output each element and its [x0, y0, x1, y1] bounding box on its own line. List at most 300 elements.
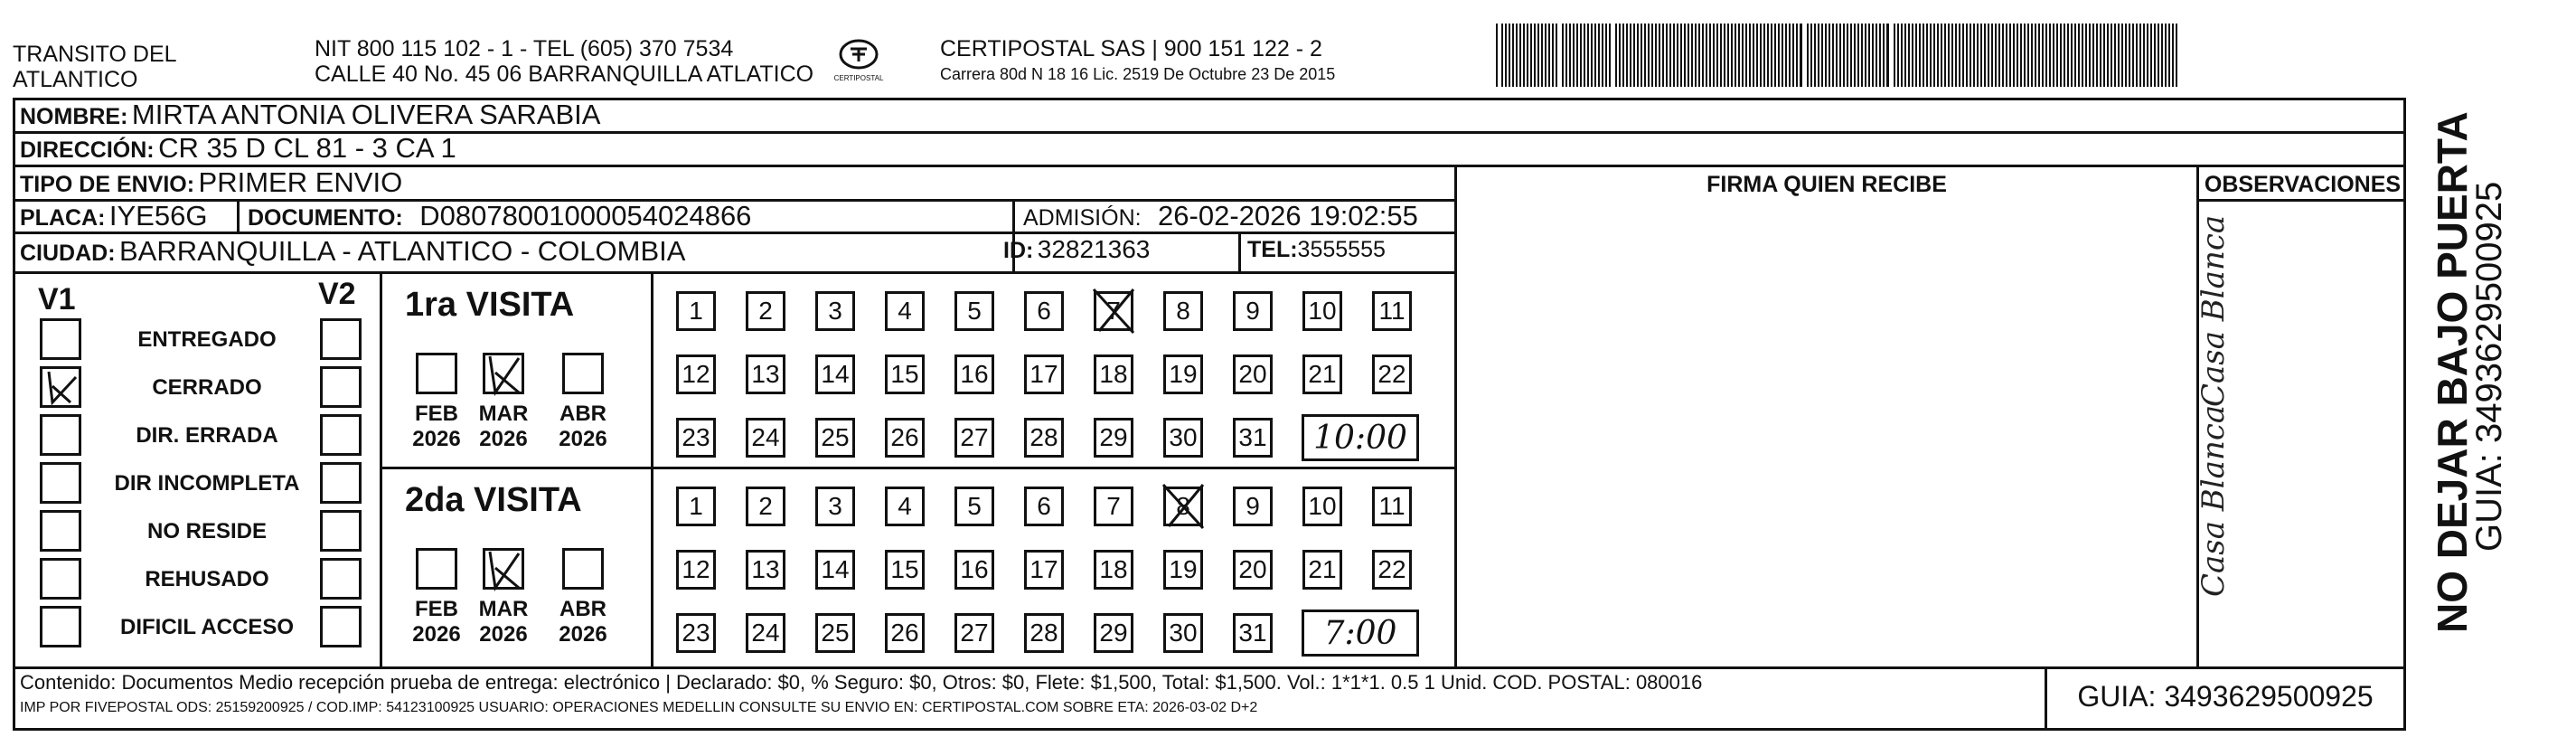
day-cell[interactable]: 15 — [885, 354, 925, 394]
v2-checkbox[interactable] — [320, 510, 362, 552]
month-year: 2026 — [479, 427, 528, 451]
barcode-bar — [2147, 24, 2148, 87]
day-cell[interactable]: 18 — [1094, 550, 1133, 590]
barcode-bar — [1912, 24, 1913, 87]
side-banner — [2413, 98, 2558, 731]
placa-value: IYE56G — [108, 200, 208, 232]
barcode-bar — [1659, 24, 1660, 87]
barcode-bar — [2067, 24, 2069, 87]
barcode-bar — [2154, 24, 2156, 87]
barcode-bar — [2017, 24, 2018, 87]
barcode-bar — [1569, 24, 1571, 87]
barcode-bar — [1562, 24, 1564, 87]
day-cell[interactable]: 24 — [746, 418, 785, 458]
admision-value: 26-02-2026 19:02:55 — [1158, 200, 1418, 232]
barcode-bar — [2132, 24, 2134, 87]
barcode-bar — [1622, 24, 1624, 87]
month-checkbox[interactable] — [562, 548, 604, 590]
company-name — [13, 42, 177, 92]
barcode-bar — [1598, 24, 1600, 87]
v2-checkbox[interactable] — [320, 558, 362, 600]
barcode-bar — [2114, 24, 2116, 87]
barcode-bar — [1970, 24, 1971, 87]
day-cell[interactable]: 23 — [676, 418, 716, 458]
day-cell[interactable]: 30 — [1163, 613, 1203, 653]
day-cell[interactable]: 17 — [1024, 550, 1064, 590]
barcode-bar — [1904, 24, 1906, 87]
barcode-bar — [1984, 24, 1986, 87]
barcode-bar — [1731, 24, 1733, 87]
barcode-bar — [1901, 24, 1903, 87]
barcode-bar — [2085, 24, 2087, 87]
month-label — [472, 402, 535, 452]
barcode-bar — [1496, 24, 1498, 87]
barcode-bar — [2042, 24, 2044, 87]
barcode-bar — [1605, 24, 1607, 87]
day-cell[interactable]: 22 — [1372, 550, 1412, 590]
tipo-row — [20, 166, 402, 199]
barcode-bar — [1977, 24, 1979, 87]
barcode-bar — [1825, 24, 1827, 87]
barcode-bar — [1576, 24, 1578, 87]
barcode-bar — [1501, 24, 1503, 87]
barcode-bar — [1519, 24, 1521, 87]
day-cell[interactable]: 6 — [1024, 291, 1064, 331]
day-cell[interactable]: 28 — [1024, 418, 1064, 458]
day-cell[interactable]: 10 — [1302, 487, 1342, 526]
barcode-bar — [1926, 24, 1928, 87]
barcode-bar — [2024, 24, 2026, 87]
barcode-bar — [1865, 24, 1866, 87]
barcode-bar — [1516, 24, 1518, 87]
barcode-bar — [2096, 24, 2098, 87]
barcode-bar — [2107, 24, 2109, 87]
barcode-bar — [1509, 24, 1510, 87]
day-cell[interactable]: 9 — [1233, 487, 1273, 526]
id-label: ID: — [1003, 238, 1034, 263]
tipo-value: PRIMER ENVIO — [198, 166, 403, 198]
barcode-bar — [1810, 24, 1812, 87]
day-cell[interactable]: 11 — [1372, 291, 1412, 331]
month-label — [551, 402, 615, 452]
barcode-bar — [2139, 24, 2141, 87]
month-year: 2026 — [479, 622, 528, 647]
barcode-bar — [1641, 24, 1642, 87]
barcode-bar — [1756, 24, 1758, 87]
barcode-bar — [1998, 24, 2000, 87]
barcode-bar — [1814, 24, 1816, 87]
day-cell[interactable]: 30 — [1163, 418, 1203, 458]
barcode-bar — [1785, 24, 1787, 87]
month-checkbox[interactable] — [562, 353, 604, 394]
day-cell[interactable]: 20 — [1233, 354, 1273, 394]
barcode-bar — [1633, 24, 1635, 87]
barcode-bar — [1573, 24, 1575, 87]
barcode-bar — [2158, 24, 2159, 87]
barcode-bar — [1545, 24, 1547, 87]
day-cell[interactable]: 4 — [885, 487, 925, 526]
placa-row — [20, 200, 207, 232]
barcode-bar — [1767, 24, 1769, 87]
barcode-bar — [1818, 24, 1819, 87]
barcode-bar — [2125, 24, 2127, 87]
barcode-bar — [1630, 24, 1631, 87]
barcode-bar — [1753, 24, 1754, 87]
firma-label: FIRMA QUIEN RECIBE — [1706, 172, 1947, 197]
license-line: Carrera 80d N 18 16 Lic. 2519 De Octubre 23 De 2015 — [940, 65, 1336, 83]
address-line: CALLE 40 No. 45 06 BARRANQUILLA ATLATICO — [315, 61, 814, 87]
nombre-row — [20, 99, 600, 131]
barcode-bar — [2129, 24, 2130, 87]
v2-checkbox[interactable] — [320, 462, 362, 504]
barcode-bar — [1897, 24, 1899, 87]
barcode-bar — [1789, 24, 1791, 87]
side-guia: GUIA: 3493629500925 — [2469, 181, 2509, 552]
barcode-bar — [1548, 24, 1550, 87]
day-cell[interactable]: 12 — [676, 354, 716, 394]
barcode-bar — [1955, 24, 1957, 87]
barcode-bar — [1626, 24, 1628, 87]
day-cell[interactable]: 3 — [815, 291, 855, 331]
day-cell[interactable]: 19 — [1163, 354, 1203, 394]
barcode-bar — [1782, 24, 1783, 87]
barcode-bar — [1648, 24, 1650, 87]
v1-checkbox[interactable] — [40, 318, 81, 360]
barcode-bar — [1512, 24, 1514, 87]
day-cell[interactable]: 2 — [746, 291, 785, 331]
month-name: MAR — [478, 597, 529, 621]
day-cell[interactable]: 7 — [1094, 487, 1133, 526]
barcode-bar — [1760, 24, 1762, 87]
tel-label: TEL: — [1247, 237, 1298, 262]
barcode-bar — [1796, 24, 1798, 87]
barcode-bar — [1695, 24, 1697, 87]
month-checkbox[interactable] — [483, 548, 524, 590]
v2-checkbox[interactable] — [320, 414, 362, 456]
ciudad-row — [20, 235, 685, 268]
day-cell[interactable]: 29 — [1094, 418, 1133, 458]
day-cell[interactable]: 17 — [1024, 354, 1064, 394]
day-cell[interactable]: 20 — [1233, 550, 1273, 590]
day-cell[interactable]: 10 — [1302, 291, 1342, 331]
barcode-bar — [2168, 24, 2170, 87]
barcode-bar — [1923, 24, 1924, 87]
placa-label: PLACA: — [20, 205, 106, 231]
ciudad-value: BARRANQUILLA - ATLANTICO - COLOMBIA — [119, 235, 686, 267]
documento-row — [248, 200, 751, 232]
ciudad-label: CIUDAD: — [20, 241, 116, 266]
barcode-bar — [1821, 24, 1823, 87]
month-label — [472, 597, 535, 647]
barcode-bar — [1523, 24, 1525, 87]
direccion-row — [20, 132, 456, 165]
barcode-bar — [1530, 24, 1532, 87]
day-cell[interactable]: 25 — [815, 613, 855, 653]
month-label — [405, 402, 468, 452]
barcode-bar — [2092, 24, 2094, 87]
barcode-bar — [2172, 24, 2174, 87]
barcode-bar — [2074, 24, 2076, 87]
barcode-bar — [1537, 24, 1539, 87]
barcode-bar — [1619, 24, 1621, 87]
month-name: ABR — [559, 597, 606, 621]
nombre-label: NOMBRE: — [20, 104, 128, 129]
day-cell[interactable]: 24 — [746, 613, 785, 653]
admision-row — [1023, 200, 1418, 232]
barcode-bar — [1886, 24, 1889, 87]
barcode-bar — [1594, 24, 1596, 87]
day-cell[interactable]: 26 — [885, 613, 925, 653]
barcode-bar — [1541, 24, 1543, 87]
day-cell[interactable]: 6 — [1024, 487, 1064, 526]
barcode-bar — [1973, 24, 1975, 87]
barcode-bar — [1857, 24, 1859, 87]
footer-line2: IMP POR FIVEPOSTAL ODS: 25159200925 / COD.IMP: 54123100925 USUARIO: OPERACIONES MEDELLIN CONSULTE SU ENVIO EN: CERTIPOSTAL.COM SOBRE ETA: 2026-03-02 D+2 — [20, 700, 1258, 715]
status-label: CERRADO — [152, 375, 262, 400]
day-cell[interactable]: 13 — [746, 550, 785, 590]
barcode-bar — [2009, 24, 2011, 87]
day-cell[interactable]: 11 — [1372, 487, 1412, 526]
day-cell[interactable]: 21 — [1302, 354, 1342, 394]
barcode-bar — [1868, 24, 1870, 87]
admision-label: ADMISIÓN: — [1023, 205, 1142, 231]
barcode-bar — [2035, 24, 2036, 87]
barcode-bar — [1980, 24, 1982, 87]
barcode-bar — [1738, 24, 1740, 87]
barcode-bar — [1991, 24, 1993, 87]
barcode-bar — [2049, 24, 2051, 87]
day-cell[interactable]: 7 — [1094, 291, 1133, 331]
side-title: NO DEJAR BAJO PUERTA — [2429, 111, 2476, 633]
barcode-bar — [1745, 24, 1747, 87]
barcode-bar — [1792, 24, 1794, 87]
day-cell[interactable]: 5 — [954, 291, 994, 331]
company-name-line2: ATLANTICO — [13, 67, 138, 92]
barcode-bar — [1959, 24, 1960, 87]
barcode-bar — [1937, 24, 1939, 87]
barcode-bar — [2020, 24, 2022, 87]
barcode-bar — [1702, 24, 1704, 87]
barcode-bar — [2103, 24, 2105, 87]
nombre-value: MIRTA ANTONIA OLIVERA SARABIA — [131, 99, 601, 130]
v1-checkbox[interactable] — [40, 558, 81, 600]
handwritten-time: 10:00 — [1302, 414, 1419, 461]
barcode-bar — [1706, 24, 1707, 87]
barcode-bar — [1774, 24, 1776, 87]
barcode-bar — [1534, 24, 1536, 87]
day-cell[interactable]: 26 — [885, 418, 925, 458]
barcode-bar — [1505, 24, 1507, 87]
month-checkbox[interactable] — [416, 548, 457, 590]
observaciones-label: OBSERVACIONES — [2204, 172, 2402, 197]
barcode-bar — [1749, 24, 1751, 87]
barcode-bar — [1669, 24, 1671, 87]
v1-checkbox[interactable] — [40, 366, 81, 408]
day-cell[interactable]: 14 — [815, 550, 855, 590]
observaciones-note-2: Casa Blanca — [2195, 214, 2232, 407]
day-cell[interactable]: 29 — [1094, 613, 1133, 653]
barcode-bar — [1962, 24, 1964, 87]
direccion-label: DIRECCIÓN: — [20, 137, 155, 163]
day-cell[interactable]: 2 — [746, 487, 785, 526]
barcode-bar — [2136, 24, 2138, 87]
v2-checkbox[interactable] — [320, 318, 362, 360]
barcode-bar — [2118, 24, 2120, 87]
barcode-bar — [1832, 24, 1834, 87]
v2-checkbox[interactable] — [320, 366, 362, 408]
v1-checkbox[interactable] — [40, 606, 81, 647]
day-cell[interactable]: 13 — [746, 354, 785, 394]
direccion-value: CR 35 D CL 81 - 3 CA 1 — [158, 132, 456, 164]
tel-value: 3555555 — [1297, 237, 1386, 262]
month-year: 2026 — [559, 622, 607, 647]
barcode-bar — [1651, 24, 1653, 87]
company-name-line1: TRANSITO DEL — [13, 42, 177, 67]
barcode-bar — [1609, 24, 1611, 87]
day-cell[interactable]: 31 — [1233, 418, 1273, 458]
day-cell[interactable]: 25 — [815, 418, 855, 458]
id-value: 32821363 — [1037, 235, 1151, 263]
status-label: DIFICIL ACCESO — [119, 615, 294, 639]
barcode-bar — [2027, 24, 2029, 87]
barcode-bar — [1691, 24, 1693, 87]
day-cell[interactable]: 8 — [1163, 291, 1203, 331]
barcode-bar — [2165, 24, 2167, 87]
barcode-bar — [1637, 24, 1639, 87]
barcode-bar — [1552, 24, 1554, 87]
barcode-bar — [1587, 24, 1589, 87]
v1-checkbox[interactable] — [40, 414, 81, 456]
barcode-bar — [2071, 24, 2073, 87]
barcode-bar — [1565, 24, 1567, 87]
month-year: 2026 — [412, 427, 461, 451]
day-cell[interactable]: 5 — [954, 487, 994, 526]
barcode-bar — [1684, 24, 1686, 87]
barcode-bar — [1591, 24, 1593, 87]
day-cell[interactable]: 21 — [1302, 550, 1342, 590]
barcode-bar — [1771, 24, 1772, 87]
barcode-bar — [1836, 24, 1838, 87]
barcode-bar — [1724, 24, 1725, 87]
barcode-bar — [1666, 24, 1668, 87]
barcode-bar — [1861, 24, 1863, 87]
barcode-bar — [1908, 24, 1910, 87]
v2-checkbox[interactable] — [320, 606, 362, 647]
barcode-bar — [1854, 24, 1856, 87]
day-cell[interactable]: 22 — [1372, 354, 1412, 394]
month-year: 2026 — [412, 622, 461, 647]
logo-text: CERTIPOSTAL — [833, 74, 884, 82]
barcode-bar — [1919, 24, 1921, 87]
v1-checkbox[interactable] — [40, 462, 81, 504]
day-cell[interactable]: 27 — [954, 418, 994, 458]
id-row — [1003, 235, 1150, 264]
barcode-bar — [1556, 24, 1557, 87]
barcode-bar — [1883, 24, 1885, 87]
day-cell[interactable]: 12 — [676, 550, 716, 590]
barcode-bar — [2053, 24, 2054, 87]
visit-title: 1ra VISITA — [405, 286, 575, 324]
documento-value: D08078001000054024866 — [419, 200, 752, 232]
barcode-bar — [2121, 24, 2123, 87]
barcode-bar — [2089, 24, 2091, 87]
day-cell[interactable]: 16 — [954, 354, 994, 394]
day-cell[interactable]: 31 — [1233, 613, 1273, 653]
barcode-bar — [1800, 24, 1802, 87]
footer-guia: GUIA: 3493629500925 — [2077, 680, 2374, 713]
v1-label: V1 — [38, 282, 76, 317]
day-cell[interactable]: 27 — [954, 613, 994, 653]
barcode-bar — [1850, 24, 1852, 87]
barcode-bar — [2002, 24, 2004, 87]
courier-line: CERTIPOSTAL SAS | 900 151 122 - 2 — [940, 36, 1322, 61]
barcode-bar — [1944, 24, 1946, 87]
v1-checkbox[interactable] — [40, 510, 81, 552]
barcode-bar — [1688, 24, 1689, 87]
day-cell[interactable]: 16 — [954, 550, 994, 590]
barcode-bar — [1807, 24, 1809, 87]
day-cell[interactable]: 1 — [676, 487, 716, 526]
barcode-bar — [1876, 24, 1877, 87]
day-cell[interactable]: 4 — [885, 291, 925, 331]
footer-line1: Contenido: Documentos Medio recepción prueba de entrega: electrónico | Declarado: $0, % Seguro: $0, Otros: $0, Flete: $1,500, Total: $1,500. Vol.: 1*1*1. 0.5 1 Unid. COD. POSTAL: 080016 — [20, 671, 1703, 694]
month-name: FEB — [415, 597, 458, 621]
day-cell[interactable]: 1 — [676, 291, 716, 331]
barcode-bar — [1843, 24, 1845, 87]
barcode-bar — [1602, 24, 1603, 87]
status-label: DIR INCOMPLETA — [114, 471, 300, 496]
day-cell[interactable]: 8 — [1163, 487, 1203, 526]
barcode-bar — [1915, 24, 1917, 87]
v2-label: V2 — [318, 277, 356, 311]
day-cell[interactable]: 23 — [676, 613, 716, 653]
day-cell[interactable]: 28 — [1024, 613, 1064, 653]
day-cell[interactable]: 9 — [1233, 291, 1273, 331]
day-cell[interactable]: 3 — [815, 487, 855, 526]
barcode-bar — [1948, 24, 1950, 87]
barcode-bar — [2176, 24, 2177, 87]
day-cell[interactable]: 14 — [815, 354, 855, 394]
barcode-bar — [1966, 24, 1968, 87]
month-checkbox[interactable] — [483, 353, 524, 394]
tel-row — [1247, 237, 1386, 263]
barcode-bar — [1930, 24, 1932, 87]
barcode-bar — [1839, 24, 1841, 87]
barcode-bar — [1894, 24, 1895, 87]
barcode-bar — [1615, 24, 1617, 87]
barcode-bar — [1680, 24, 1682, 87]
certipostal-logo — [827, 34, 890, 89]
barcode-bar — [1527, 24, 1528, 87]
month-name: FEB — [415, 402, 458, 426]
barcode-bar — [1677, 24, 1678, 87]
visit-title: 2da VISITA — [405, 481, 582, 519]
barcode — [1496, 24, 2183, 87]
day-cell[interactable]: 18 — [1094, 354, 1133, 394]
day-cell[interactable]: 19 — [1163, 550, 1203, 590]
barcode-bar — [1735, 24, 1736, 87]
month-checkbox[interactable] — [416, 353, 457, 394]
barcode-bar — [2006, 24, 2007, 87]
barcode-bar — [1933, 24, 1935, 87]
barcode-bar — [2078, 24, 2080, 87]
day-cell[interactable]: 15 — [885, 550, 925, 590]
status-label: DIR. ERRADA — [136, 423, 278, 448]
barcode-bar — [1995, 24, 1997, 87]
month-year: 2026 — [559, 427, 607, 451]
barcode-bar — [1584, 24, 1585, 87]
barcode-bar — [1727, 24, 1729, 87]
